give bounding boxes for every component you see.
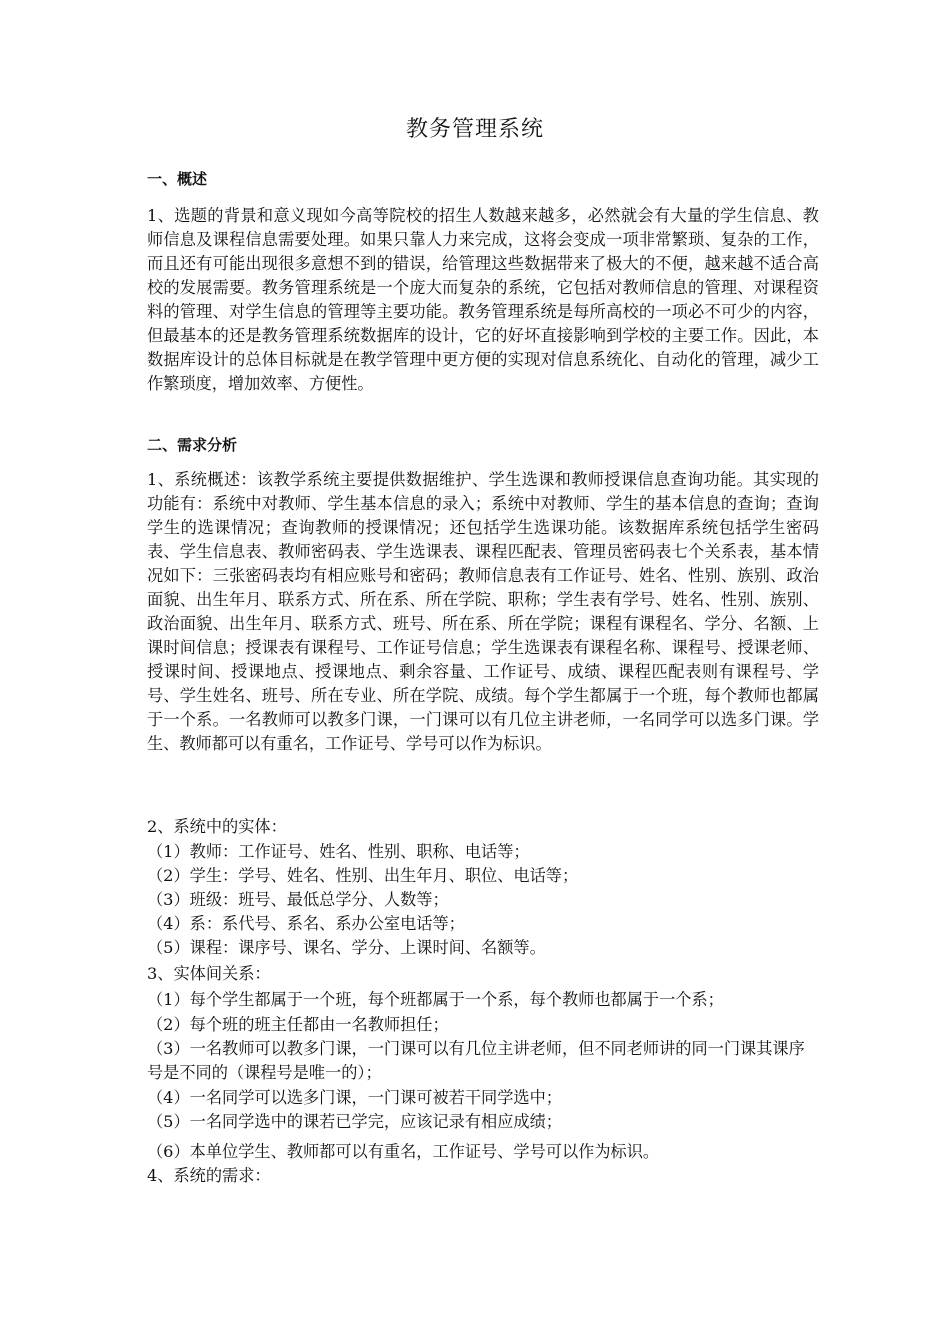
section-heading-requirements: 二、需求分析 [147,436,238,454]
section-heading-overview: 一、概述 [147,170,208,188]
requirements-heading: 4、系统的需求： [147,1166,271,1185]
entities-heading: 2、系统中的实体： [147,817,287,836]
relations-heading: 3、实体间关系： [147,964,271,983]
overview-paragraph: 1、选题的背景和意义现如今高等院校的招生人数越来越多，必然就会有大量的学生信息、教师信息及课程信息需要处理。如果只靠人力来完成，这将会变成一项非常繁琐、复杂的工作，而且还有可能出现很多意想不到的错误，给管理这些数据带来了极大的不便，越来越不适合高校的发展需要。教务管理系统是一个庞大而复杂的系统，它包括对教师信息的管理、对课程资料的管理、对学生信息的管理等主要功能。教务管理系统是每所高校的一项必不可少的内容，但最基本的还是教务管理系统数据库的设计，它的好坏直接影响到学校的主要工作。因此，本数据库设计的总体目标就是在教学管理中更方便的实现对信息系统化、自动化的管理，减少工作繁琐度，增加效率、方便性。 [147,206,819,393]
relation-item: （4）一名同学可以选多门课，一门课可被若干同学选中； [147,1088,562,1107]
relation-item: （2）每个班的班主任都由一名教师担任； [147,1015,449,1034]
relation-item: （3）一名教师可以教多门课，一门课可以有几位主讲老师，但不同老师讲的同一门课其课序号是不同的（课程号是唯一的）； [147,1039,805,1082]
document-title: 教务管理系统 [405,117,544,142]
entity-item: （3）班级：班号、最低总学分、人数等； [147,890,449,909]
entity-item: （2）学生：学号、姓名、性别、出生年月、职位、电话等； [147,866,579,885]
relation-item: （6）本单位学生、教师都可以有重名，工作证号、学号可以作为标识。 [147,1142,660,1161]
entity-item: （5）课程：课序号、课名、学分、上课时间、名额等。 [147,938,546,957]
relation-item: （1）每个学生都属于一个班，每个班都属于一个系，每个教师也都属于一个系； [147,990,724,1009]
entity-item: （1）教师：工作证号、姓名、性别、职称、电话等； [147,842,530,861]
entity-item: （4）系：系代号、系名、系办公室电话等； [147,914,465,933]
system-overview-paragraph: 1、系统概述：该教学系统主要提供数据维护、学生选课和教师授课信息查询功能。其实现的功能有：系统中对教师、学生基本信息的录入；系统中对教师、学生的基本信息的查询；查询学生的选课情况；查询教师的授课情况；还包括学生选课功能。该数据库系统包括学生密码表、学生信息表、教师密码表、学生选课表、课程匹配表、管理员密码表七个关系表，基本情况如下：三张密码表均有相应账号和密码；教师信息表有工作证号、姓名、性别、族别、政治面貌、出生年月、联系方式、所在系、所在学院、职称；学生表有学号、姓名、性别、族别、政治面貌、出生年月、联系方式、班号、所在系、所在学院；课程有课程名、学分、名额、上课时间信息；授课表有课程号、工作证号信息；学生选课表有课程名称、课程号、授课老师、授课时间、授课地点、授课地点、剩余容量、工作证号、成绩、课程匹配表则有课程号、学号、学生姓名、班号、所在专业、所在学院、成绩。每个学生都属于一个班，每个教师也都属于一个系。一名教师可以教多门课，一门课可以有几位主讲老师，一名同学可以选多门课。学生、教师都可以有重名，工作证号、学号可以作为标识。 [147,470,819,753]
relation-item: （5）一名同学选中的课若已学完，应该记录有相应成绩； [147,1112,562,1131]
